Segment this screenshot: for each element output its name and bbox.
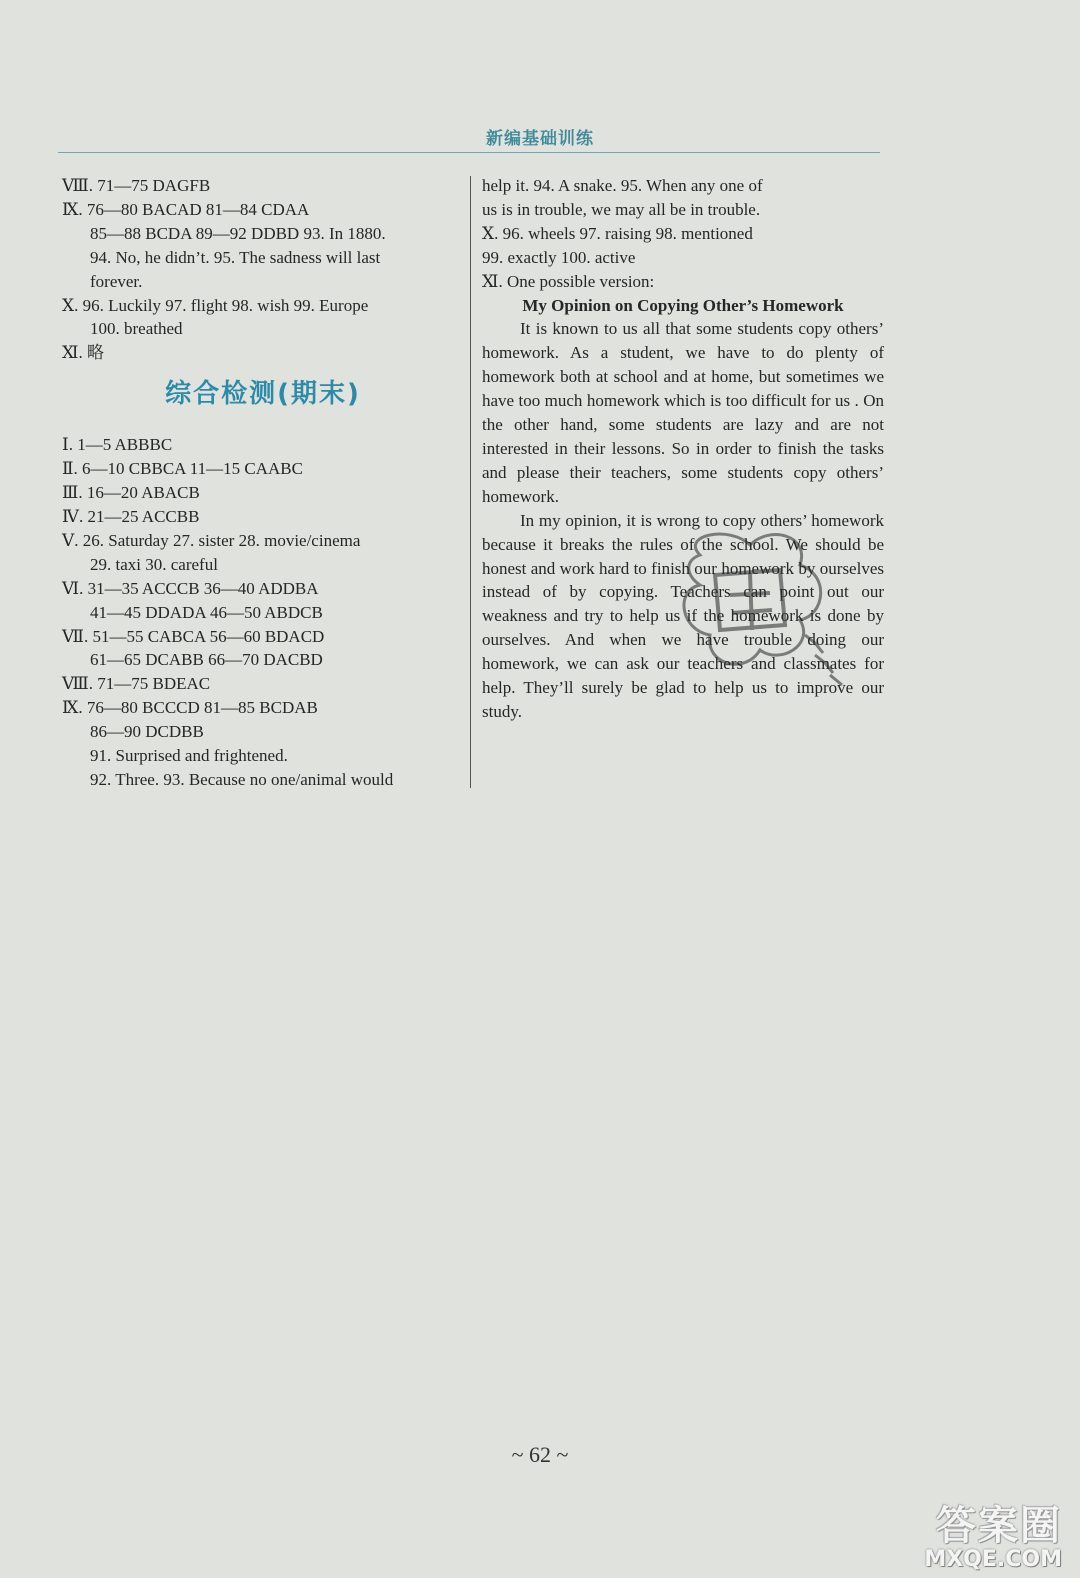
answer-line: Ⅲ. 16—20 ABACB (62, 483, 200, 503)
watermark-logo (892, 1504, 1062, 1574)
answer-line: Ⅷ. 71—75 BDEAC (62, 674, 211, 694)
page-number: ~ 62 ~ (511, 1442, 569, 1467)
left-column (62, 174, 464, 792)
answer-line: 29. taxi 30. careful (90, 554, 218, 574)
answer-line: Ⅹ. 96. Luckily 97. flight 98. wish 99. Europe (62, 295, 369, 315)
answer-line: Ⅸ. 76—80 BCCCD 81—85 BCDAB (62, 698, 318, 718)
answer-line: Ⅵ. 31—35 ACCCB 36—40 ADDBA (62, 578, 319, 598)
section-heading-final-exam: 综合检测(期末) (165, 379, 361, 410)
answer-line: Ⅴ. 26. Saturday 27. sister 28. movie/cinema (62, 530, 361, 550)
answer-line: Ⅱ. 6—10 CBBCA 11—15 CAABC (62, 459, 303, 479)
answer-line: Ⅺ. One possible version: (482, 271, 655, 291)
essay-title: My Opinion on Copying Other’s Homework (522, 295, 844, 315)
answer-line: forever. (90, 271, 143, 291)
header-rule (58, 152, 880, 153)
running-header: 新编基础训练 (486, 129, 594, 149)
watermark-chinese: 答案圈 (936, 1503, 1062, 1549)
answer-line: 100. breathed (90, 319, 183, 339)
answers-continued (482, 174, 884, 294)
answer-line: 86—90 DCDBB (90, 722, 204, 742)
essay-paragraph-2: In my opinion, it is wrong to copy others’ homework because it breaks the rules of the school. We should be honest and work hard to finish our homework by ourselves instead of by copying. Teachers can point out our weakness and try to help us if the homework is done by ourselves. And when we have trouble doing our homework, we can ask our teachers and classmates for help. They’ll surely be glad to help us to improve our study. (482, 510, 884, 721)
answer-line: Ⅰ. 1—5 ABBBC (62, 435, 173, 455)
answer-line: 94. No, he didn’t. 95. The sadness will last (90, 247, 381, 267)
column-divider (470, 176, 471, 788)
answer-line: Ⅶ. 51—55 CABCA 56—60 BDACD (62, 626, 325, 646)
answer-line: 99. exactly 100. active (482, 247, 636, 267)
essay-paragraph-1: It is known to us all that some students copy others’ homework. As a student, we have to do plenty of homework both at school and at home, but sometimes we have too much homework which is too difficult for us . On the other hand, some students are lazy and are not interested in their lessons. So in order to finish the tasks and please their teachers, some students copy others’ homework. (482, 319, 884, 506)
answer-line: Ⅹ. 96. wheels 97. raising 98. mentioned (482, 223, 753, 243)
answer-line: Ⅳ. 21—25 ACCBB (62, 506, 200, 526)
answer-line: Ⅷ. 71—75 DAGFB (62, 176, 211, 195)
answer-line: 41—45 DDADA 46—50 ABDCB (90, 602, 323, 622)
answers-final-exam (62, 433, 464, 792)
watermark-domain: MXQE.COM (924, 1547, 1062, 1572)
answer-line: us is in trouble, we may all be in trouble. (482, 199, 761, 219)
answer-line: Ⅸ. 76—80 BACAD 81—84 CDAA (62, 199, 310, 219)
answer-line: help it. 94. A snake. 95. When any one of (482, 176, 763, 195)
answer-line: 91. Surprised and frightened. (90, 746, 288, 766)
answers-previous-unit (62, 174, 464, 365)
answer-line: 85—88 BCDA 89—92 DDBD 93. In 1880. (90, 223, 386, 243)
ink-stamp-icon (640, 515, 870, 715)
answer-line: Ⅺ. 略 (62, 343, 104, 363)
answer-line: 61—65 DCABB 66—70 DACBD (90, 650, 323, 670)
answer-line: 92. Three. 93. Because no one/animal would (90, 769, 394, 789)
